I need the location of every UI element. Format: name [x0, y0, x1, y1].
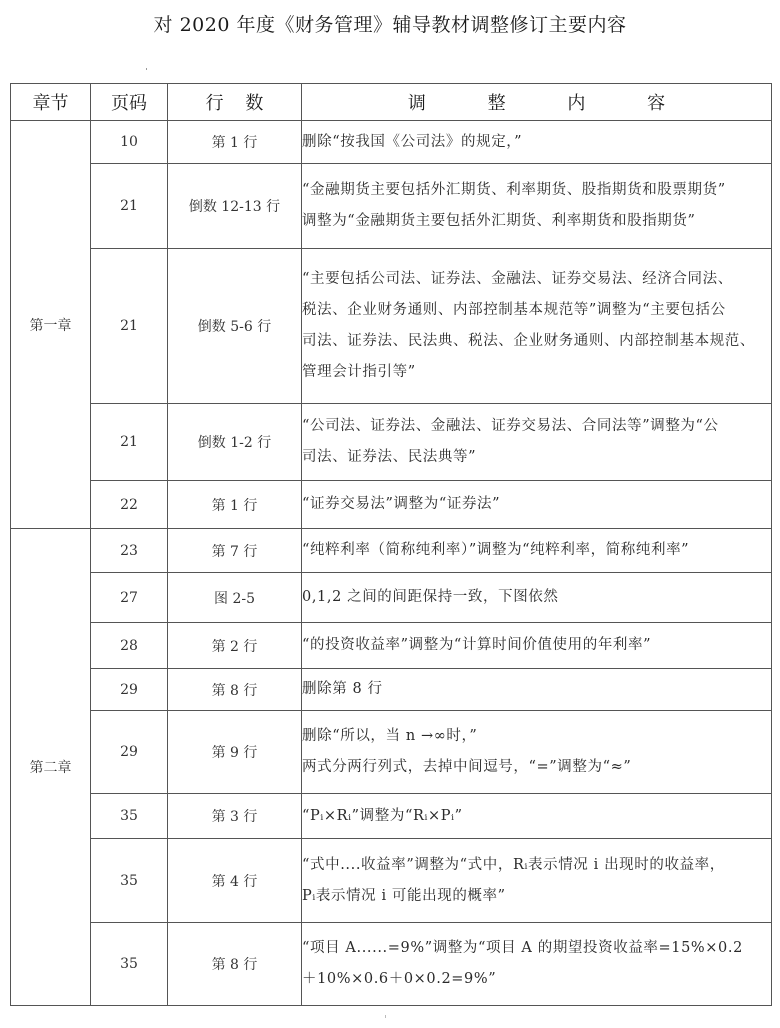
content-line: Pᵢ表示情况 i 可能出现的概率” — [302, 887, 506, 904]
content-line: 调整为“金融期货主要包括外汇期货、利率期货和股指期货” — [302, 213, 696, 229]
line-cell: 倒数 12-13 行 — [168, 164, 302, 249]
content-cell — [302, 164, 772, 249]
content-line: 删除“所以，当 n →∞时，” — [302, 728, 478, 744]
page-cell: 21 — [91, 164, 168, 249]
content-line: “证券交易法”调整为“证券法” — [302, 496, 501, 512]
content-line: “金融期货主要包括外汇期货、利率期货、股指期货和股票期货” — [302, 182, 726, 198]
table-body — [11, 121, 772, 1006]
page-cell: 35 — [91, 839, 168, 923]
table-row — [11, 711, 772, 794]
page-cell: 23 — [91, 529, 168, 573]
header-content: 调 整 内 容 — [302, 84, 772, 121]
document-title: 对 2020 年度《财务管理》辅导教材调整修订主要内容 — [153, 14, 627, 36]
line-cell: 第 2 行 — [168, 623, 302, 669]
table-row — [11, 529, 772, 573]
page-cell: 27 — [91, 573, 168, 623]
content-line: 管理会计指引等” — [302, 364, 416, 380]
content-cell — [302, 623, 772, 669]
content-cell — [302, 794, 772, 839]
content-line: 两式分两行列式，去掉中间逗号，“=”调整为“≈” — [302, 759, 632, 775]
table-row — [11, 839, 772, 923]
table-row — [11, 923, 772, 1006]
table-row — [11, 623, 772, 669]
content-line: “式中....收益率”调整为“式中，Rᵢ表示情况 i 出现时的收益率， — [302, 856, 725, 873]
page-cell: 10 — [91, 121, 168, 164]
table-row — [11, 404, 772, 481]
line-cell: 第 9 行 — [168, 711, 302, 794]
content-line: 删除“按我国《公司法》的规定，” — [302, 133, 523, 150]
content-cell — [302, 839, 772, 923]
line-cell: 第 7 行 — [168, 529, 302, 573]
chapter-cell: 第二章 — [11, 529, 91, 1006]
header-line: 行 数 — [168, 84, 302, 121]
page-cell: 35 — [91, 923, 168, 1006]
scan-mark — [385, 1015, 386, 1018]
content-cell — [302, 249, 772, 404]
content-cell — [302, 573, 772, 623]
content-line: “公司法、证券法、金融法、证券交易法、合同法等”调整为“公 — [302, 418, 719, 434]
content-cell — [302, 481, 772, 529]
content-line: 税法、企业财务通则、内部控制基本规范等”调整为“主要包括公 — [302, 302, 726, 318]
table-row — [11, 794, 772, 839]
line-cell: 图 2-5 — [168, 573, 302, 623]
content-line: “纯粹利率（简称纯利率）”调整为“纯粹利率，简称纯利率” — [302, 542, 690, 558]
page-cell: 29 — [91, 669, 168, 711]
line-cell: 第 1 行 — [168, 121, 302, 164]
content-line: 0,1,2 之间的间距保持一致，下图依然 — [302, 589, 559, 605]
line-cell: 第 8 行 — [168, 669, 302, 711]
line-cell: 倒数 1-2 行 — [168, 404, 302, 481]
content-cell — [302, 711, 772, 794]
page-cell: 29 — [91, 711, 168, 794]
content-cell — [302, 923, 772, 1006]
scan-mark — [146, 68, 147, 70]
table-header-row — [11, 84, 772, 121]
content-line: 司法、证券法、民法典、税法、企业财务通则、内部控制基本规范、 — [302, 333, 755, 349]
table-row — [11, 249, 772, 404]
page-cell: 22 — [91, 481, 168, 529]
table-row — [11, 573, 772, 623]
content-cell — [302, 529, 772, 573]
header-chapter: 章节 — [11, 84, 91, 121]
table-row — [11, 481, 772, 529]
line-cell: 第 4 行 — [168, 839, 302, 923]
table-row — [11, 669, 772, 711]
line-cell: 倒数 5-6 行 — [168, 249, 302, 404]
content-line: “项目 A......=9%”调整为“项目 A 的期望投资收益率=15%×0.2 — [302, 940, 743, 956]
page-cell: 28 — [91, 623, 168, 669]
content-line: “主要包括公司法、证券法、金融法、证券交易法、经济合同法、 — [302, 271, 733, 287]
page-cell: 21 — [91, 404, 168, 481]
page-cell: 21 — [91, 249, 168, 404]
content-line: ＋10%×0.6＋0×0.2=9%” — [302, 971, 497, 987]
line-cell: 第 1 行 — [168, 481, 302, 529]
table-row — [11, 164, 772, 249]
page-cell: 35 — [91, 794, 168, 839]
line-cell: 第 3 行 — [168, 794, 302, 839]
chapter-cell: 第一章 — [11, 121, 91, 529]
line-cell: 第 8 行 — [168, 923, 302, 1006]
header-page: 页码 — [91, 84, 168, 121]
table-row — [11, 121, 772, 164]
content-cell — [302, 404, 772, 481]
content-line: 删除第 8 行 — [302, 681, 383, 697]
content-line: 司法、证券法、民法典等” — [302, 449, 477, 465]
revision-table — [10, 83, 772, 1006]
content-line: “Pᵢ×Rᵢ”调整为“Rᵢ×Pᵢ” — [302, 807, 463, 824]
content-line: “的投资收益率”调整为“计算时间价值使用的年利率” — [302, 637, 652, 653]
content-cell — [302, 121, 772, 164]
content-cell — [302, 669, 772, 711]
